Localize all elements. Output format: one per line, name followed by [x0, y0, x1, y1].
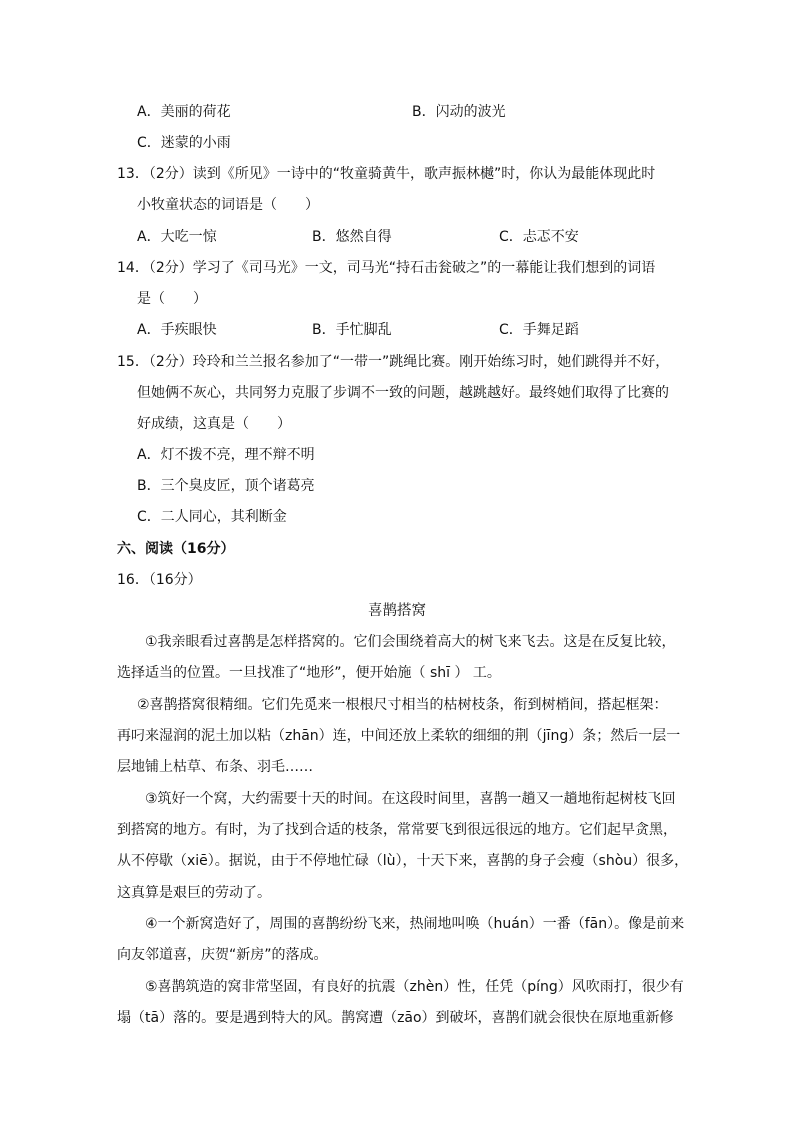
passage-line: ⑤喜鹊筑造的窝非常坚固，有良好的抗震（zhèn）性，任凭（píng）风吹雨打，很少有: [145, 979, 684, 995]
passage-line: 再叼来湿润的泥土加以粘（zhān）连，中间还放上柔软的细细的荆（jīng）条；然后一层一: [117, 728, 681, 744]
passage-line: 向友邻道喜，庆贺“新房”的落成。: [117, 947, 328, 963]
passage-line: 塌（tā）落的。要是遇到特大的风。鹊窝遭（zāo）到破坏，喜鹊们就会很快在原地重新修: [117, 1010, 674, 1026]
passage-line: ①我亲眼看过喜鹊是怎样搭窝的。它们会围绕着高大的树飞来飞去。这是在反复比较，: [145, 634, 676, 650]
passage-line: ④一个新窝造好了，周围的喜鹊纷纷飞来，热闹地叫唤（huán）一番（fān）。像是前来: [145, 916, 685, 932]
q13-option-b: B．悠然自得: [312, 229, 392, 245]
passage-line: 层地铺上枯草、布条、羽毛……: [117, 759, 313, 775]
q15-option-a: A．灯不拨不亮，理不辩不明: [137, 447, 315, 463]
q13-stem-line2: 小牧童状态的词语是（ ）: [137, 197, 319, 213]
q14-option-c: C．手舞足蹈: [499, 322, 579, 338]
q15-stem-line1: 15．（2分）玲玲和兰兰报名参加了“一带一”跳绳比赛。刚开始练习时，她们跳得并不好，: [117, 354, 670, 370]
q13-option-c: C．忐忑不安: [499, 229, 579, 245]
q12-option-c: C．迷蒙的小雨: [137, 135, 231, 151]
q12-option-b: B．闪动的波光: [412, 104, 506, 120]
q12-option-a: A．美丽的荷花: [137, 104, 231, 120]
q14-stem-line2: 是（ ）: [137, 291, 207, 307]
q15-stem-line2: 但她俩不灰心，共同努力克服了步调不一致的问题，越跳越好。最终她们取得了比赛的: [137, 385, 669, 401]
section-heading-reading: 六、阅读（16分）: [117, 541, 235, 557]
q15-option-b: B．三个臭皮匠，顶个诸葛亮: [137, 478, 315, 494]
q15-option-c: C．二人同心，其利断金: [137, 509, 287, 525]
q13-stem-line1: 13．（2分）读到《所见》一诗中的“牧童骑黄牛，歌声振林樾”时，你认为最能体现此时: [117, 166, 656, 182]
q14-stem-line1: 14．（2分）学习了《司马光》一文，司马光“持石击瓮破之”的一幕能让我们想到的词语: [117, 260, 656, 276]
passage-line: 从不停歇（xiē）。据说，由于不停地忙碌（lù），十天下来，喜鹊的身子会瘦（shòu）很多，: [117, 853, 689, 869]
passage-line: ③筑好一个窝，大约需要十天的时间。在这段时间里，喜鹊一趟又一趟地衔起树枝飞回: [145, 791, 676, 807]
passage-title: 喜鹊搭窝: [368, 603, 426, 619]
passage-line: ②喜鹊搭窝很精细。它们先觅来一根根尺寸相当的枯树枝条，衔到树梢间，搭起框架：: [137, 697, 668, 713]
q14-option-b: B．手忙脚乱: [312, 322, 392, 338]
passage-line: 到搭窝的地方。有时，为了找到合适的枝条，常常要飞到很远很远的地方。它们起早贪黑，: [117, 822, 677, 838]
q16-header: 16．（16分）: [117, 572, 202, 588]
q13-option-a: A．大吃一惊: [137, 229, 217, 245]
passage-line: 这真算是艰巨的劳动了。: [117, 885, 271, 901]
q14-option-a: A．手疾眼快: [137, 322, 217, 338]
q15-stem-line3: 好成绩，这真是（ ）: [137, 416, 291, 432]
passage-line: 选择适当的位置。一旦找准了“地形”，便开始施（ shī ） 工。: [117, 665, 501, 681]
